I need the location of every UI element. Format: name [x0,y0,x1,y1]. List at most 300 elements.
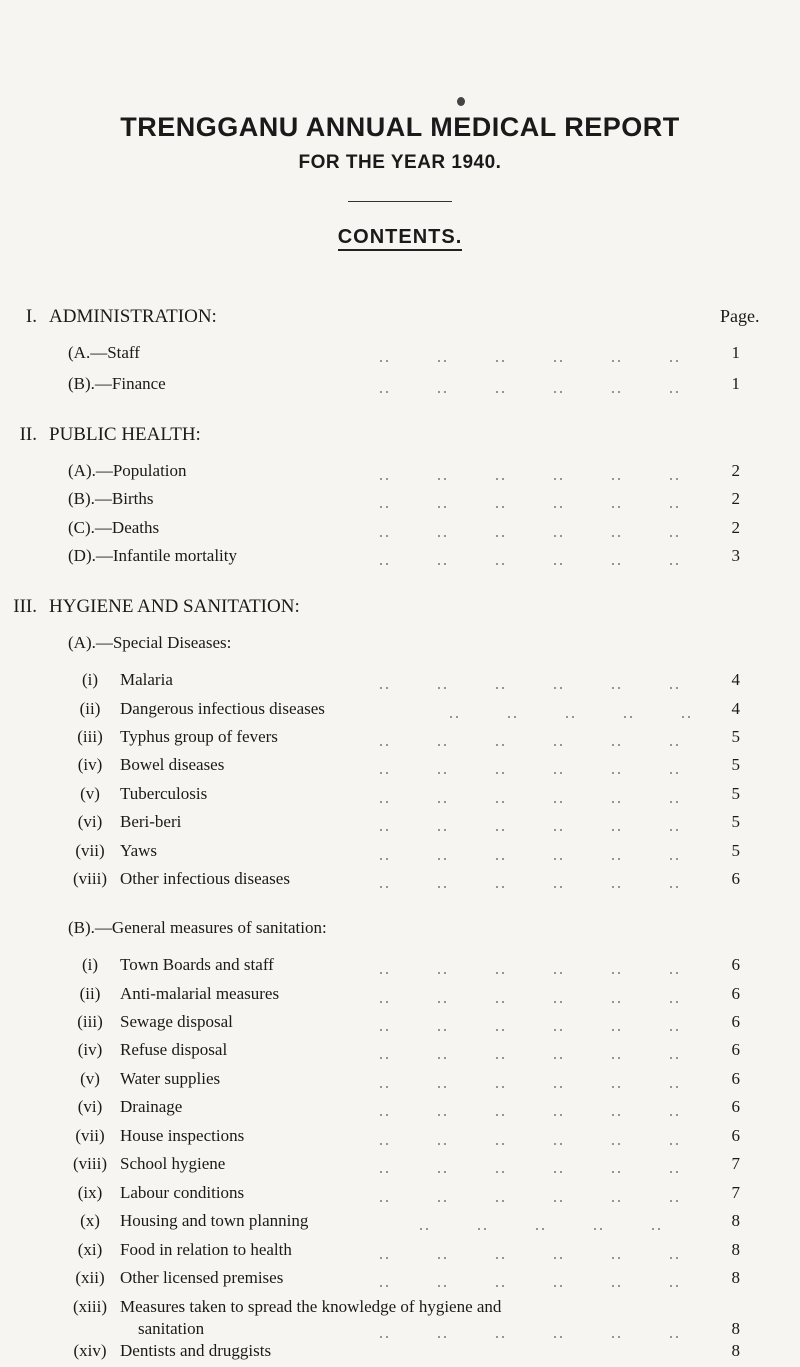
toc-entry [73,869,290,889]
leader-dot [670,1336,672,1338]
leader-dot [444,744,446,746]
roman-numeral: (viii) [73,869,107,888]
leader-dot [444,1200,446,1202]
leader-dot [618,972,620,974]
leader-dot [676,563,678,565]
toc-entry [77,1040,228,1060]
entry-label: (C).—Deaths [68,518,160,537]
dot-leaders [380,506,720,508]
leader-dot [612,1057,614,1059]
roman-numeral: (v) [80,1069,100,1088]
entry-label: House inspections [120,1126,245,1145]
leader-dot [612,1029,614,1031]
leader-dot [386,687,388,689]
leader-dot [554,1086,556,1088]
leader-dot [670,801,672,803]
leader-dot [444,1285,446,1287]
leader-dot [502,1057,504,1059]
leader-dot [444,1057,446,1059]
leader-dot [514,716,516,718]
leader-dot [380,1285,382,1287]
roman-numeral: (iv) [77,755,103,774]
leader-dot [444,772,446,774]
leader-dot [478,1228,480,1230]
dot-leaders [380,563,720,565]
leader-dot [438,391,440,393]
leader-dot [612,1285,614,1287]
leader-dot [438,506,440,508]
leader-dot [438,886,440,888]
leader-dot [438,801,440,803]
leader-dot [380,506,382,508]
leader-dot [618,1057,620,1059]
leader-dot [496,886,498,888]
page-number: 2 [731,461,740,480]
leader-dot [386,1029,388,1031]
leader-dot [502,829,504,831]
leader-dot [554,1171,556,1173]
leader-dot [670,1143,672,1145]
leader-dot [554,1285,556,1287]
leader-dot [670,563,672,565]
leader-dot [438,829,440,831]
leader-dot [438,858,440,860]
leader-dot [438,535,440,537]
leader-dot [670,535,672,537]
section-hygiene-sanitation [0,596,300,618]
leader-dot [444,972,446,974]
dot-leaders [380,1336,720,1338]
leader-dot [502,744,504,746]
leader-dot [670,772,672,774]
page-number: 8 [731,1240,740,1259]
leader-dot [386,772,388,774]
entry-label: Beri-beri [120,812,182,831]
entry-label: (A).—Population [68,461,187,480]
page-column-label: Page. [720,306,760,326]
entry-label: Anti-malarial measures [120,984,280,1003]
leader-dot [380,1057,382,1059]
leader-dot [496,1114,498,1116]
leader-dot [380,1200,382,1202]
leader-dot [554,535,556,537]
leader-dot [676,1143,678,1145]
leader-dot [444,535,446,537]
leader-dot [502,1200,504,1202]
dot-leaders [380,1171,720,1173]
section-public-health [0,424,201,446]
dot-leaders [380,801,720,803]
leader-dot [612,506,614,508]
leader-dot [386,506,388,508]
leader-dot [496,1001,498,1003]
leader-dot [502,1143,504,1145]
leader-dot [618,563,620,565]
contents-label: CONTENTS. [338,226,463,251]
leader-dot [612,858,614,860]
roman-numeral: (x) [80,1211,100,1230]
leader-dot [502,506,504,508]
dot-leaders [380,972,720,974]
entry-label: (D).—Infantile mortality [68,546,238,565]
leader-dot [502,391,504,393]
roman-numeral: (ii) [79,984,101,1003]
leader-dot [676,1001,678,1003]
page-number: 4 [731,670,740,689]
page-number: 8 [731,1319,740,1338]
roman-numeral: (vii) [75,841,105,860]
leader-dot [386,360,388,362]
page-number: 6 [731,1012,740,1031]
roman-numeral: (xii) [75,1268,105,1287]
leader-dot [554,1257,556,1259]
dot-leaders [380,1057,720,1059]
dot-leaders [380,1200,720,1202]
entry-label: Malaria [120,670,173,689]
entry-label: Water supplies [120,1069,221,1088]
leader-dot [380,360,382,362]
page-number: 5 [731,727,740,746]
leader-dot [612,535,614,537]
leader-dot [670,1086,672,1088]
leader-dot [554,1200,556,1202]
leader-dot [676,829,678,831]
leader-dot [618,1001,620,1003]
leader-dot [676,506,678,508]
page-number: 6 [731,1040,740,1059]
leader-dot [444,1143,446,1145]
leader-dot [670,1114,672,1116]
leader-dot [612,886,614,888]
leader-dot [502,1086,504,1088]
page-number: 8 [731,1341,740,1360]
leader-dot [572,716,574,718]
leader-dot [502,563,504,565]
toc-entry [68,489,153,509]
page-number: 6 [731,1069,740,1088]
leader-dot [670,391,672,393]
leader-dot [444,1114,446,1116]
leader-dot [618,506,620,508]
toc-entry [68,546,237,566]
leader-dot [554,858,556,860]
leader-dot [618,1171,620,1173]
leader-dot [618,1257,620,1259]
leader-dot [560,1143,562,1145]
dot-leaders [420,1228,720,1230]
leader-dot [618,687,620,689]
entry-label: Tuberculosis [120,784,208,803]
leader-dot [676,360,678,362]
entry-label: School hygiene [120,1154,226,1173]
leader-dot [618,535,620,537]
roman-numeral: (viii) [73,1154,107,1173]
section-title: ADMINISTRATION: [49,306,217,327]
roman-numeral: (xi) [77,1240,103,1259]
dot-leaders [380,1029,720,1031]
toc-entry [77,1097,183,1117]
leader-dot [560,744,562,746]
leader-dot [618,1143,620,1145]
subsection-heading: (A).—Special Diseases: [68,633,232,652]
leader-dot [676,1336,678,1338]
leader-dot [676,972,678,974]
leader-dot [444,886,446,888]
dot-leaders [380,886,720,888]
dot-leaders [380,1114,720,1116]
leader-dot [496,744,498,746]
leader-dot [670,360,672,362]
leader-dot [438,1086,440,1088]
leader-dot [502,360,504,362]
toc-entry [75,1268,284,1288]
toc-entry [77,812,182,832]
leader-dot [496,687,498,689]
leader-dot [676,687,678,689]
dot-leaders [380,1001,720,1003]
leader-dot [438,478,440,480]
leader-dot [380,1143,382,1145]
roman-numeral: (ix) [77,1183,103,1202]
toc-entry [79,984,280,1004]
page-number: 2 [731,518,740,537]
page-number: 7 [731,1183,740,1202]
entry-label: Typhus group of fevers [120,727,278,746]
dot-leaders [380,1143,720,1145]
leader-dot [496,1057,498,1059]
entry-label: (A.—Staff [68,343,140,362]
leader-dot [450,716,452,718]
leader-dot [658,1228,660,1230]
leader-dot [502,1029,504,1031]
leader-dot [676,886,678,888]
leader-dot [420,1228,422,1230]
leader-dot [386,972,388,974]
leader-dot [612,1171,614,1173]
leader-dot [566,716,568,718]
leader-dot [594,1228,596,1230]
leader-dot [554,478,556,480]
section-administration [0,306,217,328]
page-number: 5 [731,755,740,774]
roman-numeral: (vi) [77,1097,103,1116]
toc-entry [77,1183,245,1203]
section-number: II. [19,424,37,445]
leader-dot [618,478,620,480]
leader-dot [496,506,498,508]
leader-dot [618,360,620,362]
toc-entry [75,841,158,861]
leader-dot [444,1171,446,1173]
dot-leaders [380,772,720,774]
leader-dot [444,391,446,393]
leader-dot [670,1057,672,1059]
leader-dot [386,744,388,746]
leader-dot [496,772,498,774]
leader-dot [380,1086,382,1088]
leader-dot [612,972,614,974]
leader-dot [496,1336,498,1338]
dot-leaders [380,744,720,746]
leader-dot [502,972,504,974]
leader-dot [676,744,678,746]
leader-dot [456,716,458,718]
leader-dot [676,391,678,393]
leader-dot [618,1336,620,1338]
report-subtitle: FOR THE YEAR 1940. [298,152,502,173]
dot-leaders [380,829,720,831]
leader-dot [554,972,556,974]
dot-leaders [380,360,720,362]
leader-dot [496,1200,498,1202]
entry-label: Drainage [120,1097,183,1116]
page-number: 5 [731,812,740,831]
page-number: 3 [731,546,740,565]
leader-dot [496,1285,498,1287]
leader-dot [560,829,562,831]
leader-dot [554,886,556,888]
entry-label: Yaws [120,841,158,860]
leader-dot [670,1029,672,1031]
leader-dot [502,858,504,860]
leader-dot [438,687,440,689]
leader-dot [496,563,498,565]
leader-dot [380,829,382,831]
leader-dot [600,1228,602,1230]
leader-dot [676,1285,678,1287]
roman-numeral: (vi) [77,812,103,831]
leader-dot [676,858,678,860]
page-number: 6 [731,1097,740,1116]
leader-dot [386,1114,388,1116]
entry-label: Other licensed premises [120,1268,284,1287]
entry-label: Other infectious diseases [120,869,290,888]
leader-dot [670,972,672,974]
toc-entry [81,670,173,690]
leader-dot [444,829,446,831]
leader-dot [438,1029,440,1031]
leader-dot [612,360,614,362]
roman-numeral: (ii) [79,699,101,718]
leader-dot [496,829,498,831]
leader-dot [612,1114,614,1116]
toc-entry [73,1341,272,1361]
leader-dot [612,801,614,803]
page-number: 6 [731,869,740,888]
leader-dot [560,1285,562,1287]
leader-dot [554,829,556,831]
roman-numeral: (iii) [77,1012,103,1031]
leader-dot [386,858,388,860]
leader-dot [670,1171,672,1173]
leader-dot [380,1029,382,1031]
leader-dot [380,563,382,565]
leader-dot [380,1114,382,1116]
leader-dot [560,391,562,393]
leader-dot [676,1086,678,1088]
leader-dot [380,478,382,480]
leader-dot [676,1114,678,1116]
toc-entry [77,727,278,747]
leader-dot [496,1171,498,1173]
page-number: 6 [731,1126,740,1145]
roman-numeral: (v) [80,784,100,803]
toc-entry [73,1297,502,1317]
leader-dot [380,801,382,803]
leader-dot [386,1171,388,1173]
roman-numeral: (xiii) [73,1297,107,1316]
leader-dot [438,1114,440,1116]
leader-dot [386,1086,388,1088]
leader-dot [496,972,498,974]
leader-dot [670,744,672,746]
leader-dot [624,716,626,718]
leader-dot [496,1143,498,1145]
leader-dot [618,772,620,774]
leader-dot [560,772,562,774]
leader-dot [554,506,556,508]
toc-entry [68,461,187,481]
leader-dot [444,1257,446,1259]
leader-dot [618,829,620,831]
leader-dot [618,858,620,860]
leader-dot [554,1114,556,1116]
leader-dot [496,360,498,362]
leader-dot [560,1200,562,1202]
leader-dot [560,801,562,803]
leader-dot [554,1143,556,1145]
toc-entry [77,755,225,775]
entry-label: (B).—Finance [68,374,166,393]
dot-leaders [450,716,720,718]
leader-dot [502,1336,504,1338]
page-number: 1 [731,374,740,393]
leader-dot [438,360,440,362]
leader-dot [560,1114,562,1116]
leader-dot [670,687,672,689]
leader-dot [560,1086,562,1088]
leader-dot [554,360,556,362]
leader-dot [618,1285,620,1287]
leader-dot [560,886,562,888]
leader-dot [554,1001,556,1003]
leader-dot [612,1200,614,1202]
toc-entry [81,955,274,975]
leader-dot [560,1257,562,1259]
leader-dot [560,687,562,689]
leader-dot [676,801,678,803]
leader-dot [444,506,446,508]
leader-dot [612,1143,614,1145]
dot-leaders [380,687,720,689]
leader-dot [676,535,678,537]
leader-dot [676,1200,678,1202]
leader-dot [676,478,678,480]
leader-dot [386,1257,388,1259]
leader-dot [444,360,446,362]
entry-label: Refuse disposal [120,1040,228,1059]
leader-dot [502,687,504,689]
leader-dot [380,535,382,537]
leader-dot [380,687,382,689]
report-title: TRENGGANU ANNUAL MEDICAL REPORT [120,112,680,142]
entry-label: Dangerous infectious diseases [120,699,325,718]
leader-dot [618,391,620,393]
leader-dot [380,1171,382,1173]
leader-dot [554,391,556,393]
leader-dot [444,858,446,860]
leader-dot [502,801,504,803]
